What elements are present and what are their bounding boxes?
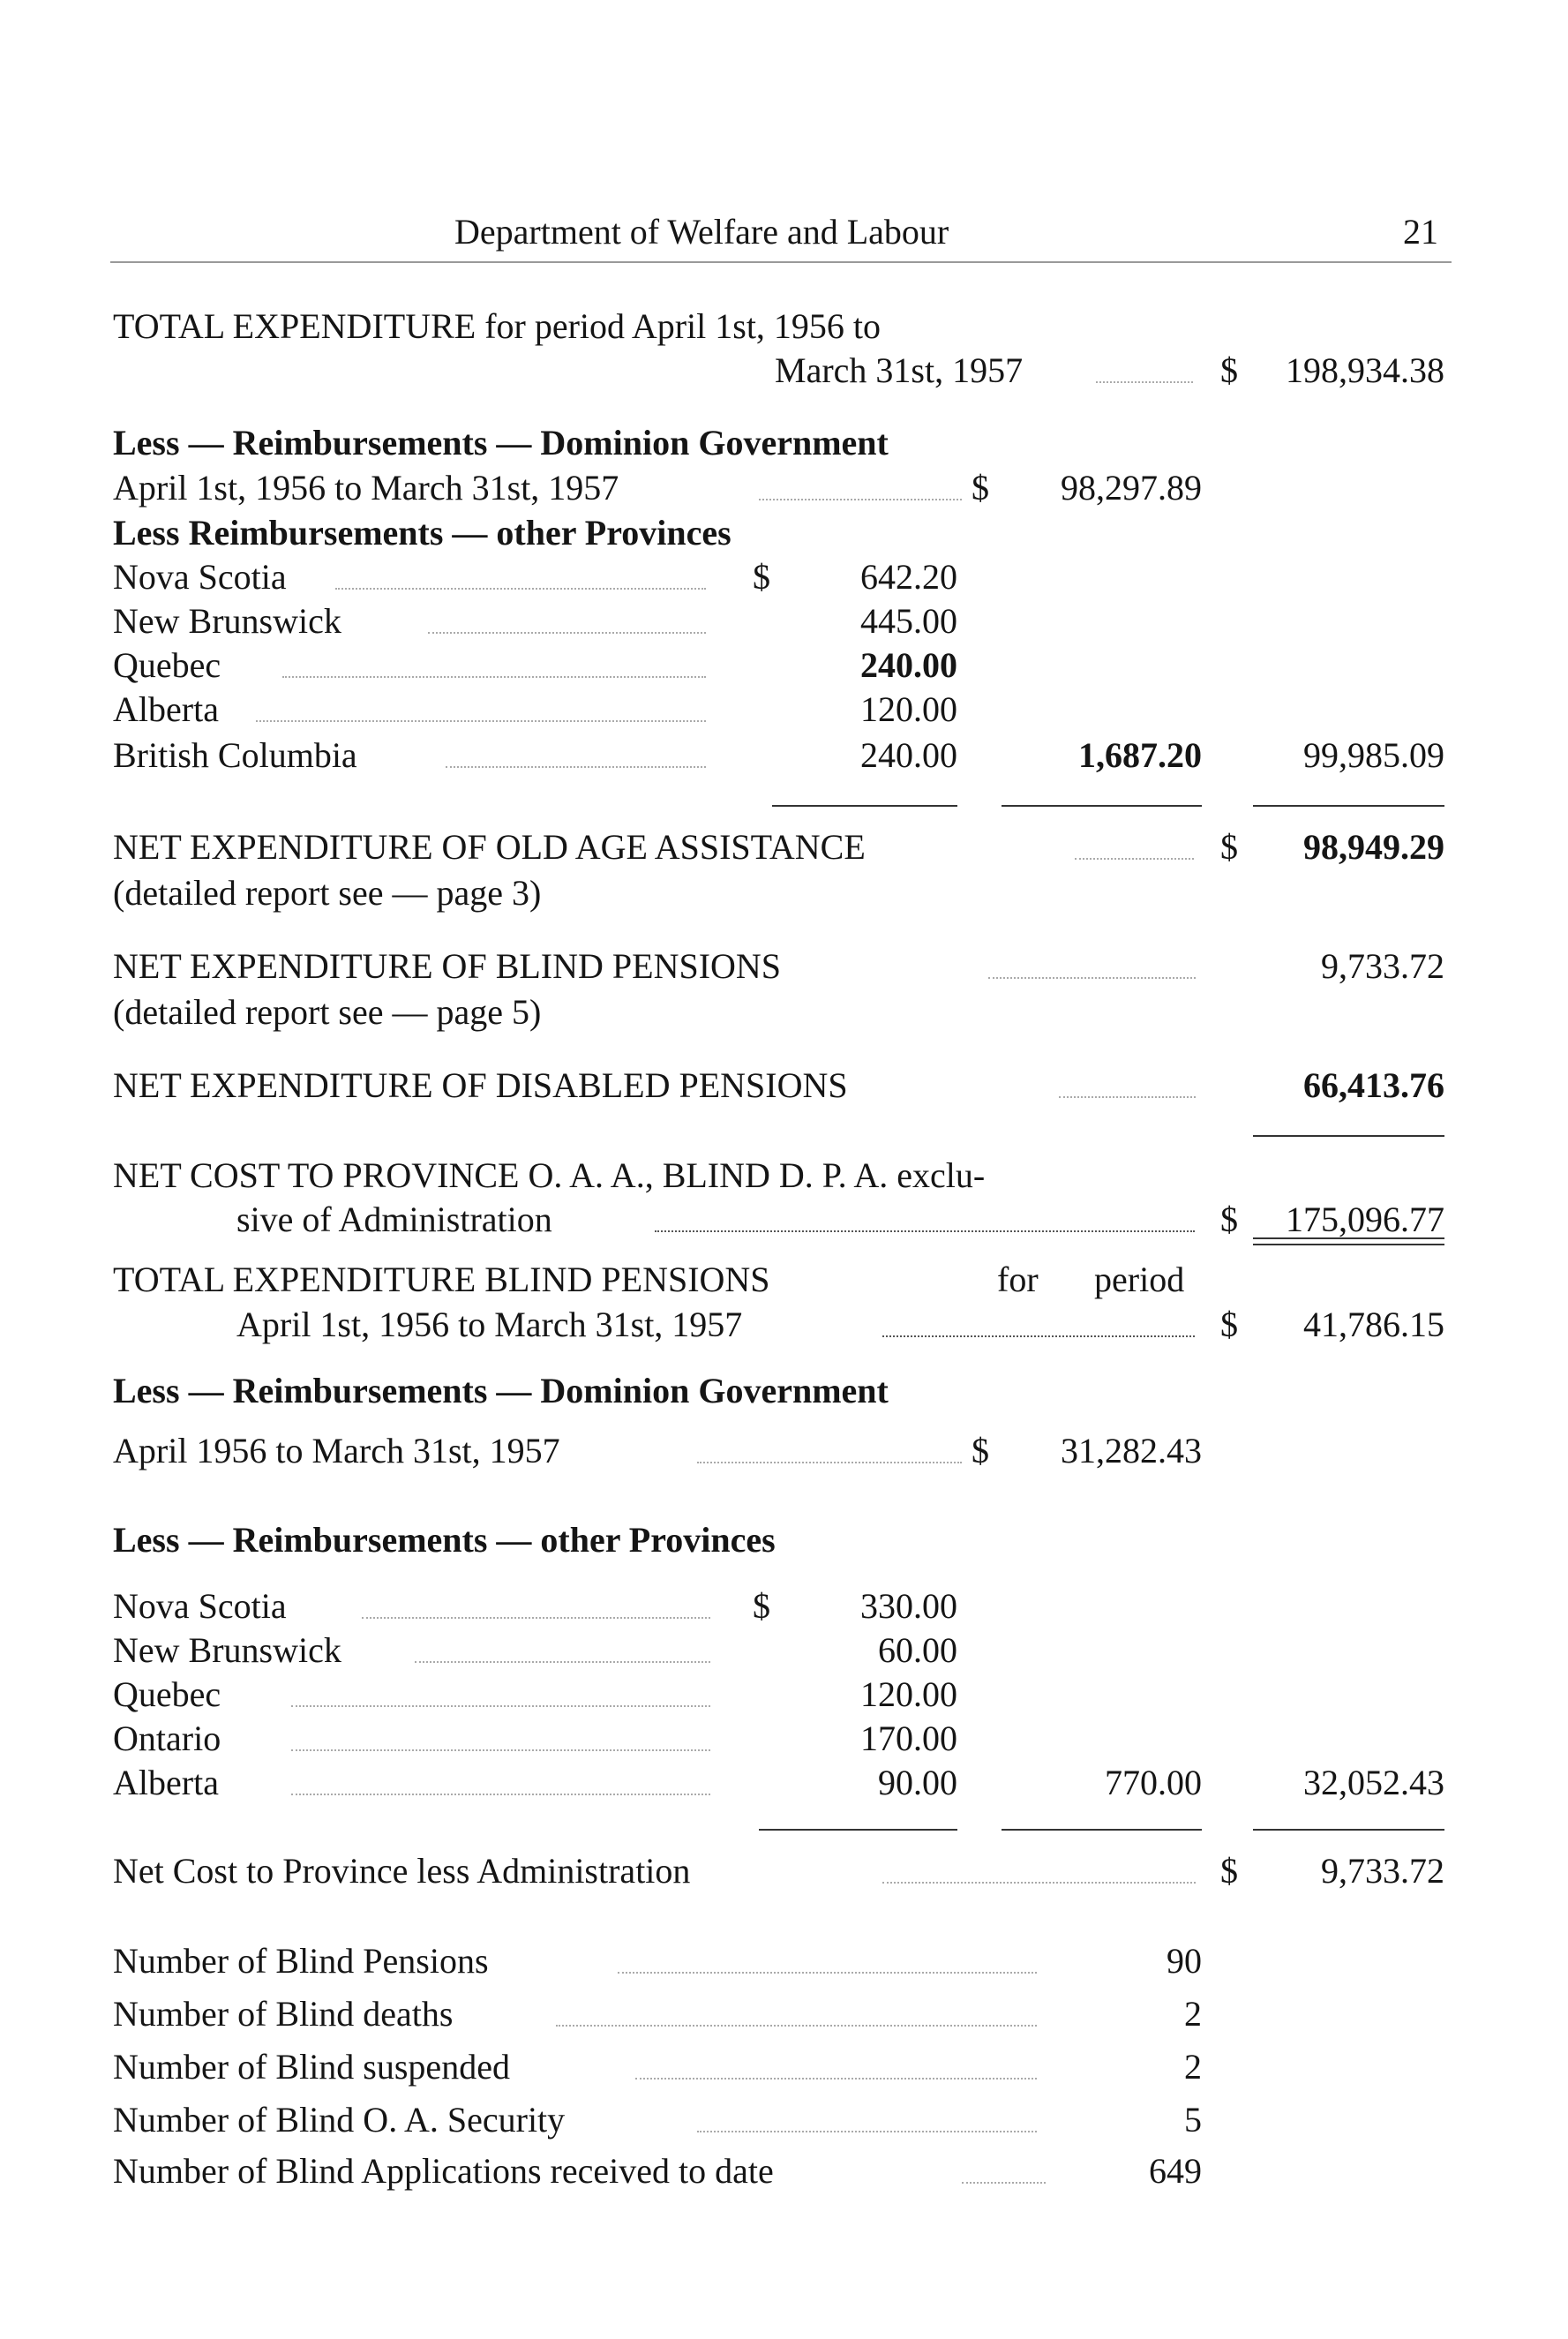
sum-rule xyxy=(1253,1829,1444,1831)
sum-rule xyxy=(1253,1135,1444,1137)
leader-dots xyxy=(635,2078,1037,2080)
stat-value: 5 xyxy=(1184,2100,1202,2140)
leader-dots xyxy=(291,1794,710,1795)
leader-dots xyxy=(282,676,706,678)
leader-dots xyxy=(335,588,706,590)
blind-total-reimbursements: 32,052.43 xyxy=(1303,1763,1444,1802)
province-name: Nova Scotia xyxy=(113,557,287,597)
net-blind-note: (detailed report see — page 5) xyxy=(113,992,542,1032)
oaa-provinces-heading: Less Reimbursements — other Provinces xyxy=(113,513,731,553)
net-cost-line2: sive of Administration xyxy=(236,1200,552,1239)
blind-dominion-label: April 1956 to March 31st, 1957 xyxy=(113,1431,560,1470)
province-amount: 60.00 xyxy=(878,1630,957,1670)
double-rule-top xyxy=(1253,1237,1444,1239)
province-name: Quebec xyxy=(113,1674,221,1714)
province-amount: 170.00 xyxy=(860,1719,957,1758)
double-rule-bottom xyxy=(1253,1244,1444,1245)
total-expenditure-line2: March 31st, 1957 xyxy=(775,350,1024,390)
net-disabled-label: NET EXPENDITURE OF DISABLED PENSIONS xyxy=(113,1065,848,1105)
sum-rule xyxy=(1002,805,1202,807)
net-oaa-label: NET EXPENDITURE OF OLD AGE ASSISTANCE xyxy=(113,827,866,867)
total-blind-line1: TOTAL EXPENDITURE BLIND PENSIONS xyxy=(113,1260,770,1299)
blind-provinces-subtotal: 770.00 xyxy=(1105,1763,1202,1802)
dollar-sign: $ xyxy=(1220,827,1238,867)
province-amount: 445.00 xyxy=(860,601,957,641)
leader-dots xyxy=(415,1661,710,1663)
dollar-sign: $ xyxy=(753,1586,770,1626)
leader-dots xyxy=(1096,381,1193,383)
province-amount: 240.00 xyxy=(860,735,957,775)
sum-rule xyxy=(772,805,957,807)
dollar-sign: $ xyxy=(972,1431,989,1470)
leader-dots xyxy=(428,632,706,634)
leader-dots xyxy=(1075,858,1194,860)
stat-value: 2 xyxy=(1184,2047,1202,2087)
page-number: 21 xyxy=(1403,212,1438,252)
oaa-total-reimbursements: 99,985.09 xyxy=(1303,735,1444,775)
stat-value: 649 xyxy=(1149,2151,1202,2191)
province-name: Alberta xyxy=(113,689,219,729)
sum-rule xyxy=(1002,1829,1202,1831)
net-disabled-amount: 66,413.76 xyxy=(1303,1065,1444,1105)
leader-dots xyxy=(655,1230,1195,1232)
stat-label: Number of Blind suspended xyxy=(113,2047,510,2087)
dollar-sign: $ xyxy=(1220,1851,1238,1891)
net-blind-amount: 9,733.72 xyxy=(1321,946,1444,986)
total-blind-line2: April 1st, 1956 to March 31st, 1957 xyxy=(236,1305,743,1344)
oaa-dominion-label: April 1st, 1956 to March 31st, 1957 xyxy=(113,468,619,508)
stat-value: 2 xyxy=(1184,1994,1202,2034)
net-cost-line1: NET COST TO PROVINCE O. A. A., BLIND D. P. A. exclu- xyxy=(113,1155,986,1195)
net-oaa-note: (detailed report see — page 3) xyxy=(113,873,542,913)
province-name: Alberta xyxy=(113,1763,219,1802)
blind-provinces-heading: Less — Reimbursements — other Provinces xyxy=(113,1520,776,1560)
province-name: Ontario xyxy=(113,1719,221,1758)
dollar-sign: $ xyxy=(972,468,989,508)
oaa-dominion-amount: 98,297.89 xyxy=(1061,468,1202,508)
blind-dominion-heading: Less — Reimbursements — Dominion Government xyxy=(113,1371,889,1410)
leader-dots xyxy=(291,1749,710,1751)
header-rule xyxy=(110,261,1452,263)
leader-dots xyxy=(556,2025,1037,2027)
stat-label: Number of Blind Applications received to date xyxy=(113,2151,774,2191)
net-oaa-amount: 98,949.29 xyxy=(1303,827,1444,867)
leader-dots xyxy=(988,977,1196,979)
province-amount: 240.00 xyxy=(860,645,957,685)
total-expenditure-amount: 198,934.38 xyxy=(1286,350,1444,390)
leader-dots xyxy=(759,499,962,500)
leader-dots xyxy=(446,766,706,768)
leader-dots xyxy=(962,2182,1046,2184)
leader-dots xyxy=(697,2131,1037,2132)
leader-dots xyxy=(291,1705,710,1707)
stat-label: Number of Blind deaths xyxy=(113,1994,454,2034)
dollar-sign: $ xyxy=(1220,1200,1238,1239)
leader-dots xyxy=(362,1617,710,1619)
total-blind-period: period xyxy=(1094,1260,1185,1299)
leader-dots xyxy=(882,1335,1195,1337)
total-expenditure-line1: TOTAL EXPENDITURE for period April 1st, 1956 to xyxy=(113,306,882,346)
province-amount: 120.00 xyxy=(860,1674,957,1714)
dollar-sign: $ xyxy=(1220,350,1238,390)
net-cost-blind-label: Net Cost to Province less Administration xyxy=(113,1851,691,1891)
oaa-provinces-subtotal: 1,687.20 xyxy=(1078,735,1202,775)
province-amount: 90.00 xyxy=(878,1763,957,1802)
province-name: New Brunswick xyxy=(113,1630,341,1670)
blind-dominion-amount: 31,282.43 xyxy=(1061,1431,1202,1470)
leader-dots xyxy=(1059,1096,1196,1098)
province-amount: 330.00 xyxy=(860,1586,957,1626)
province-name: New Brunswick xyxy=(113,601,341,641)
oaa-dominion-heading: Less — Reimbursements — Dominion Government xyxy=(113,423,889,463)
sum-rule xyxy=(1253,805,1444,807)
province-name: British Columbia xyxy=(113,735,357,775)
dollar-sign: $ xyxy=(1220,1305,1238,1344)
dollar-sign: $ xyxy=(753,557,770,597)
total-blind-for: for xyxy=(997,1260,1039,1299)
province-name: Nova Scotia xyxy=(113,1586,287,1626)
province-amount: 120.00 xyxy=(860,689,957,729)
net-cost-amount: 175,096.77 xyxy=(1286,1200,1444,1239)
leader-dots xyxy=(882,1882,1196,1884)
net-blind-label: NET EXPENDITURE OF BLIND PENSIONS xyxy=(113,946,782,986)
stat-label: Number of Blind O. A. Security xyxy=(113,2100,566,2140)
page-header-title: Department of Welfare and Labour xyxy=(454,212,949,252)
stat-value: 90 xyxy=(1167,1941,1202,1981)
leader-dots xyxy=(256,720,706,722)
province-name: Quebec xyxy=(113,645,221,685)
total-blind-amount: 41,786.15 xyxy=(1303,1305,1444,1344)
stat-label: Number of Blind Pensions xyxy=(113,1941,489,1981)
leader-dots xyxy=(697,1462,962,1463)
sum-rule xyxy=(759,1829,957,1831)
leader-dots xyxy=(618,1972,1037,1974)
province-amount: 642.20 xyxy=(860,557,957,597)
net-cost-blind-amount: 9,733.72 xyxy=(1321,1851,1444,1891)
